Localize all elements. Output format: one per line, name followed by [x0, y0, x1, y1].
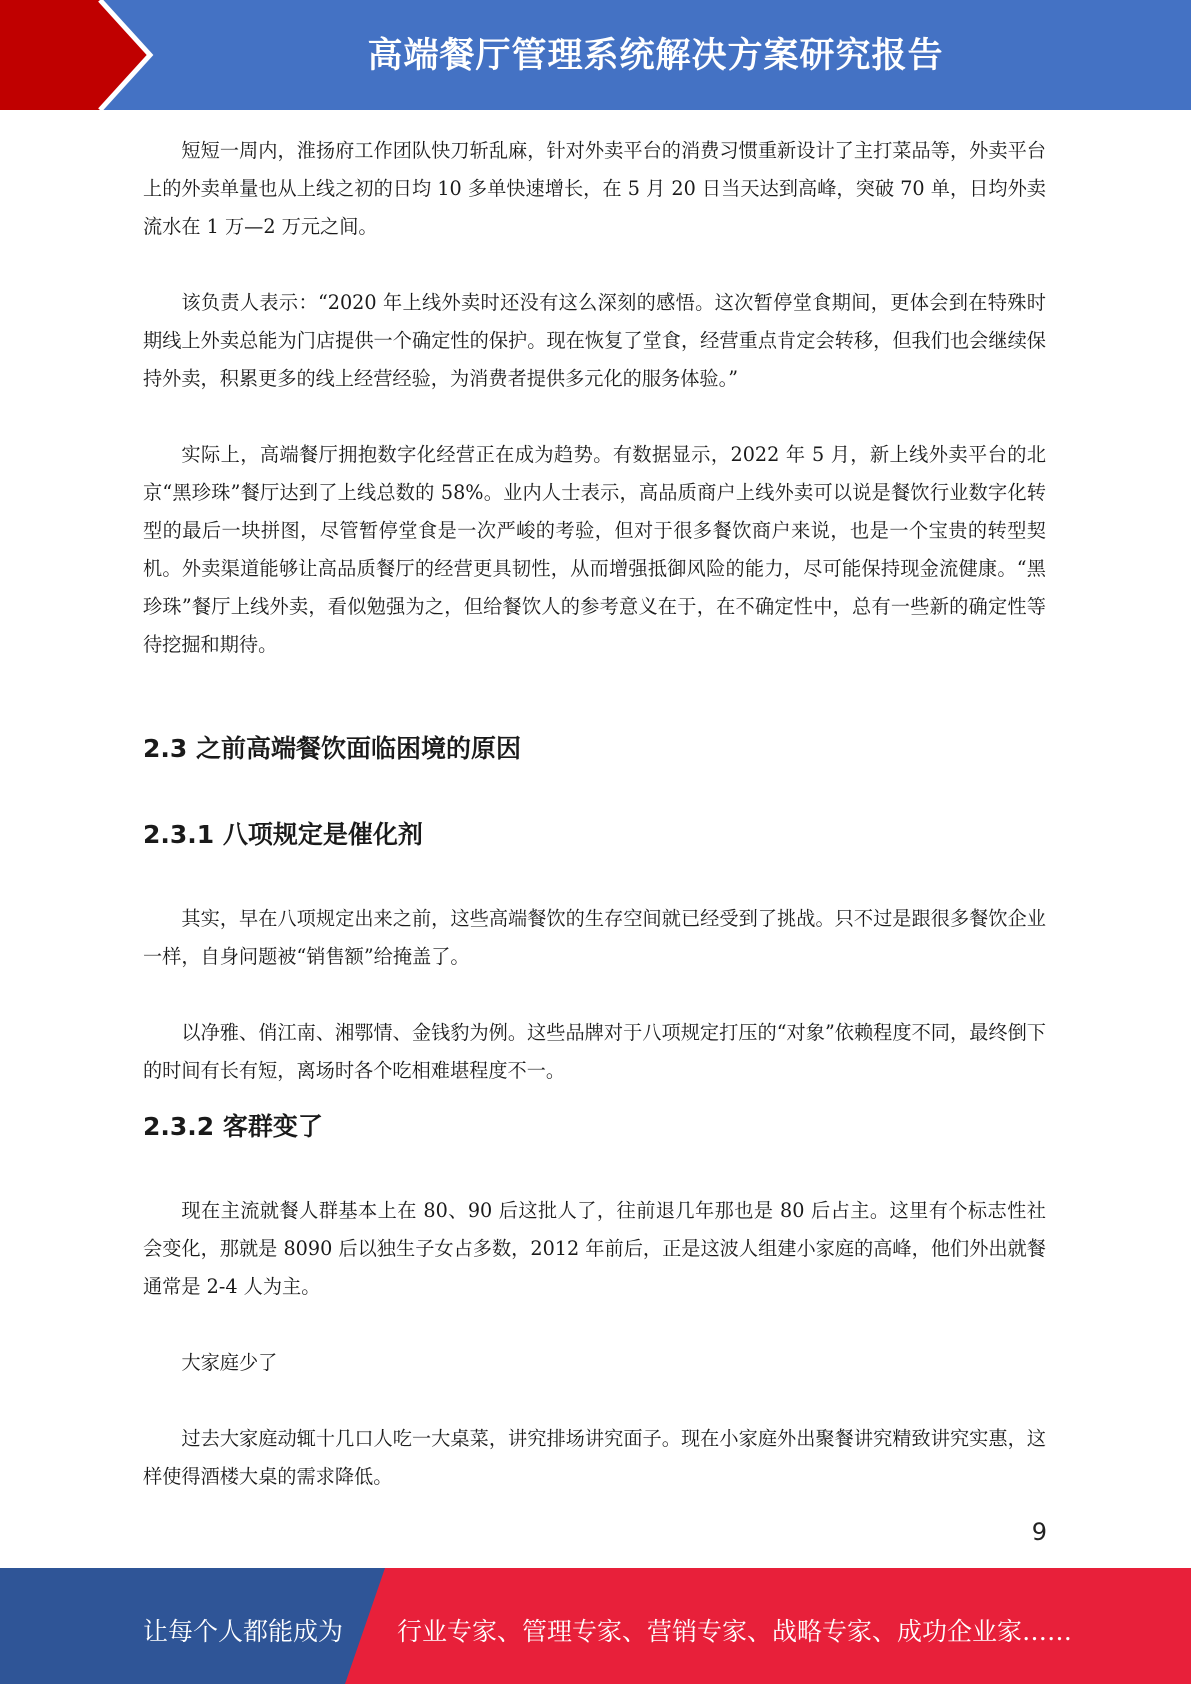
- document-body: [143, 132, 1046, 1534]
- paragraph: 其实，早在八项规定出来之前，这些高端餐饮的生存空间就已经受到了挑战。只不过是跟很多餐饮企业一样，自身问题被“销售额”给掩盖了。: [143, 907, 1046, 968]
- section-heading-2-3: 2.3 之前高端餐饮面临困境的原因: [143, 734, 521, 763]
- page-footer: [0, 1568, 1191, 1684]
- section-heading-2-3-1: 2.3.1 八项规定是催化剂: [143, 820, 423, 849]
- paragraph: 实际上，高端餐厅拥抱数字化经营正在成为趋势。有数据显示，2022 年 5 月，新上线外卖平台的北京“黑珍珠”餐厅达到了上线总数的 58%。业内人士表示，高品质商户上线外卖可以说是餐饮行业数字化转型的最后一块拼图，尽管暂停堂食是一次严峻的考验，但对于很多餐饮商户来说，也是一个宝贵的转型契机。外卖渠道能够让高品质餐厅的经营更具韧性，从而增强抵御风险的能力，尽可能保持现金流健康。“黑珍珠”餐厅上线外卖，看似勉强为之，但给餐饮人的参考意义在于，在不确定性中，总有一些新的确定性等待挖掘和期待。: [143, 443, 1046, 656]
- page-header: [0, 0, 1191, 110]
- page-number: 9: [1031, 1518, 1047, 1546]
- paragraph: 过去大家庭动辄十几口人吃一大桌菜，讲究排场讲究面子。现在小家庭外出聚餐讲究精致讲究实惠，这样使得酒楼大桌的需求降低。: [143, 1427, 1046, 1488]
- section-heading-2-3-2: 2.3.2 客群变了: [143, 1112, 323, 1141]
- paragraph: 以净雅、俏江南、湘鄂情、金钱豹为例。这些品牌对于八项规定打压的“对象”依赖程度不同，最终倒下的时间有长有短，离场时各个吃相难堪程度不一。: [143, 1021, 1046, 1082]
- footer-slogan-left: 让每个人都能成为: [143, 1617, 344, 1646]
- paragraph: 大家庭少了: [181, 1351, 278, 1374]
- header-title: 高端餐厅管理系统解决方案研究报告: [367, 36, 944, 76]
- paragraph: 该负责人表示：“2020 年上线外卖时还没有这么深刻的感悟。这次暂停堂食期间，更体会到在特殊时期线上外卖总能为门店提供一个确定性的保护。现在恢复了堂食，经营重点肯定会转移，但我们也会继续保持外卖，积累更多的线上经营经验，为消费者提供多元化的服务体验。”: [143, 291, 1046, 390]
- footer-slogan-right: 行业专家、管理专家、营销专家、战略专家、成功企业家……: [397, 1617, 1073, 1646]
- paragraph: 短短一周内，淮扬府工作团队快刀斩乱麻，针对外卖平台的消费习惯重新设计了主打菜品等，外卖平台上的外卖单量也从上线之初的日均 10 多单快速增长，在 5 月 20 日当天达到高峰，突破 70 单，日均外卖流水在 1 万—2 万元之间。: [143, 139, 1046, 238]
- paragraph: 现在主流就餐人群基本上在 80、90 后这批人了，往前退几年那也是 80 后占主。这里有个标志性社会变化，那就是 8090 后以独生子女占多数，2012 年前后，正是这波人组建小家庭的高峰，他们外出就餐通常是 2-4 人为主。: [143, 1199, 1046, 1298]
